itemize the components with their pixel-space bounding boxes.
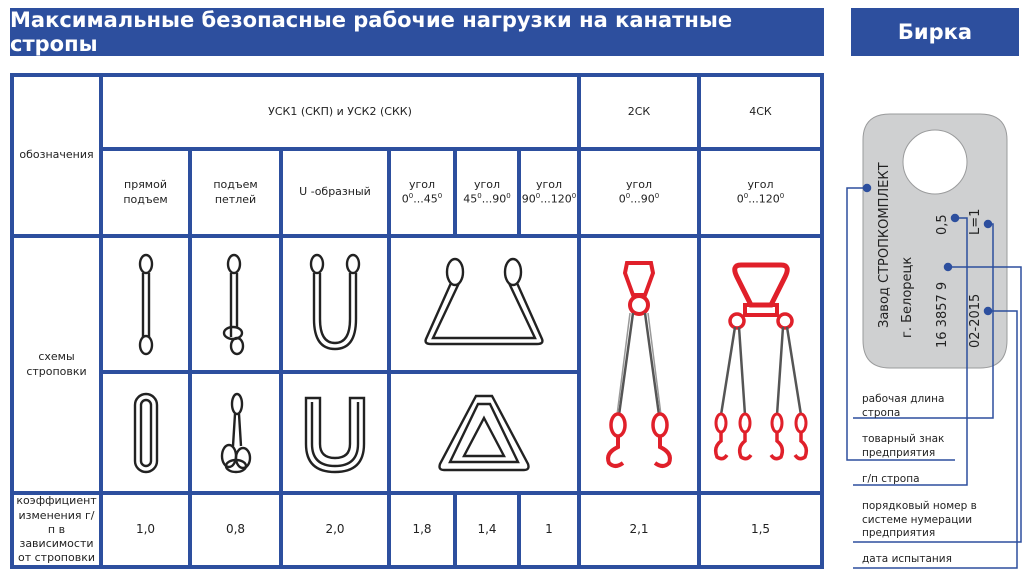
coef-angle-90-120: 1 — [521, 495, 577, 565]
load-table — [10, 73, 824, 569]
col-label-2sk-angle: угол $0^0...90^0$ — [581, 151, 697, 234]
col-label-loop: подъем петлей — [192, 151, 279, 234]
page-title: Максимальные безопасные рабочие нагрузки на канатные стропы — [10, 8, 824, 56]
tag-hole — [903, 130, 967, 194]
col-label-angle-0-45: угол $0^0...45^0$ — [391, 151, 453, 234]
tag-test-date: 02-2015 — [968, 293, 983, 348]
tag-legend-working-length: рабочая длина стропа — [862, 393, 945, 419]
coef-4sk: 1,5 — [701, 495, 820, 565]
scheme-u-lower — [283, 374, 387, 491]
coef-angle-0-45: 1,8 — [391, 495, 453, 565]
scheme-u-upper — [283, 238, 387, 370]
tag-manufacturer: Завод СТРОПКОМПЛЕКТ — [877, 162, 892, 328]
tag-serial: 16 3857 9 — [935, 281, 950, 348]
tag-legend-serial: порядковый номер в системе нумерации предприятия — [862, 500, 977, 540]
scheme-loop-upper — [192, 238, 279, 370]
scheme-angle-upper — [391, 238, 577, 370]
group-usk-header: УСК1 (СКП) и УСК2 (СКК) — [103, 77, 577, 147]
col-label-straight: прямой подъем — [103, 151, 188, 234]
tag-legend-trademark: товарный знак предприятия — [862, 433, 945, 459]
coef-u-shape: 2,0 — [283, 495, 387, 565]
coef-angle-45-90: 1,4 — [457, 495, 517, 565]
group-2sk-header: 2СК — [581, 77, 697, 147]
scheme-straight-lower — [103, 374, 188, 491]
scheme-angle-lower — [391, 374, 577, 491]
coef-straight: 1,0 — [103, 495, 188, 565]
tag-city: г. Белорецк — [900, 256, 915, 338]
coef-2sk: 2,1 — [581, 495, 697, 565]
tag-legend-test-date: дата испытания — [862, 553, 952, 565]
col-label-4sk-angle: угол $0^0...120^0$ — [701, 151, 820, 234]
coef-loop: 0,8 — [192, 495, 279, 565]
col-label-angle-90-120: угол $90^0...120^0$ — [521, 151, 577, 234]
col-label-angle-45-90: угол $45^0...90^0$ — [457, 151, 517, 234]
col-label-u-shape: U -образный — [283, 151, 387, 234]
row-label-designation: обозначения — [14, 77, 99, 234]
scheme-straight-upper — [103, 238, 188, 370]
row-label-schemes: схемы строповки — [14, 238, 99, 491]
group-4sk-header: 4СК — [701, 77, 820, 147]
row-label-coefficient: коэффициент изменения г/п в зависимости от строповки — [14, 495, 99, 565]
tag-legend-capacity: г/п стропа — [862, 473, 920, 485]
tag-length: L=1 — [968, 208, 983, 235]
scheme-4sk — [701, 238, 820, 491]
scheme-loop-lower — [192, 374, 279, 491]
tag-capacity: 0,5 — [935, 214, 950, 235]
tag-title: Бирка — [851, 8, 1019, 56]
scheme-2sk — [581, 238, 697, 491]
